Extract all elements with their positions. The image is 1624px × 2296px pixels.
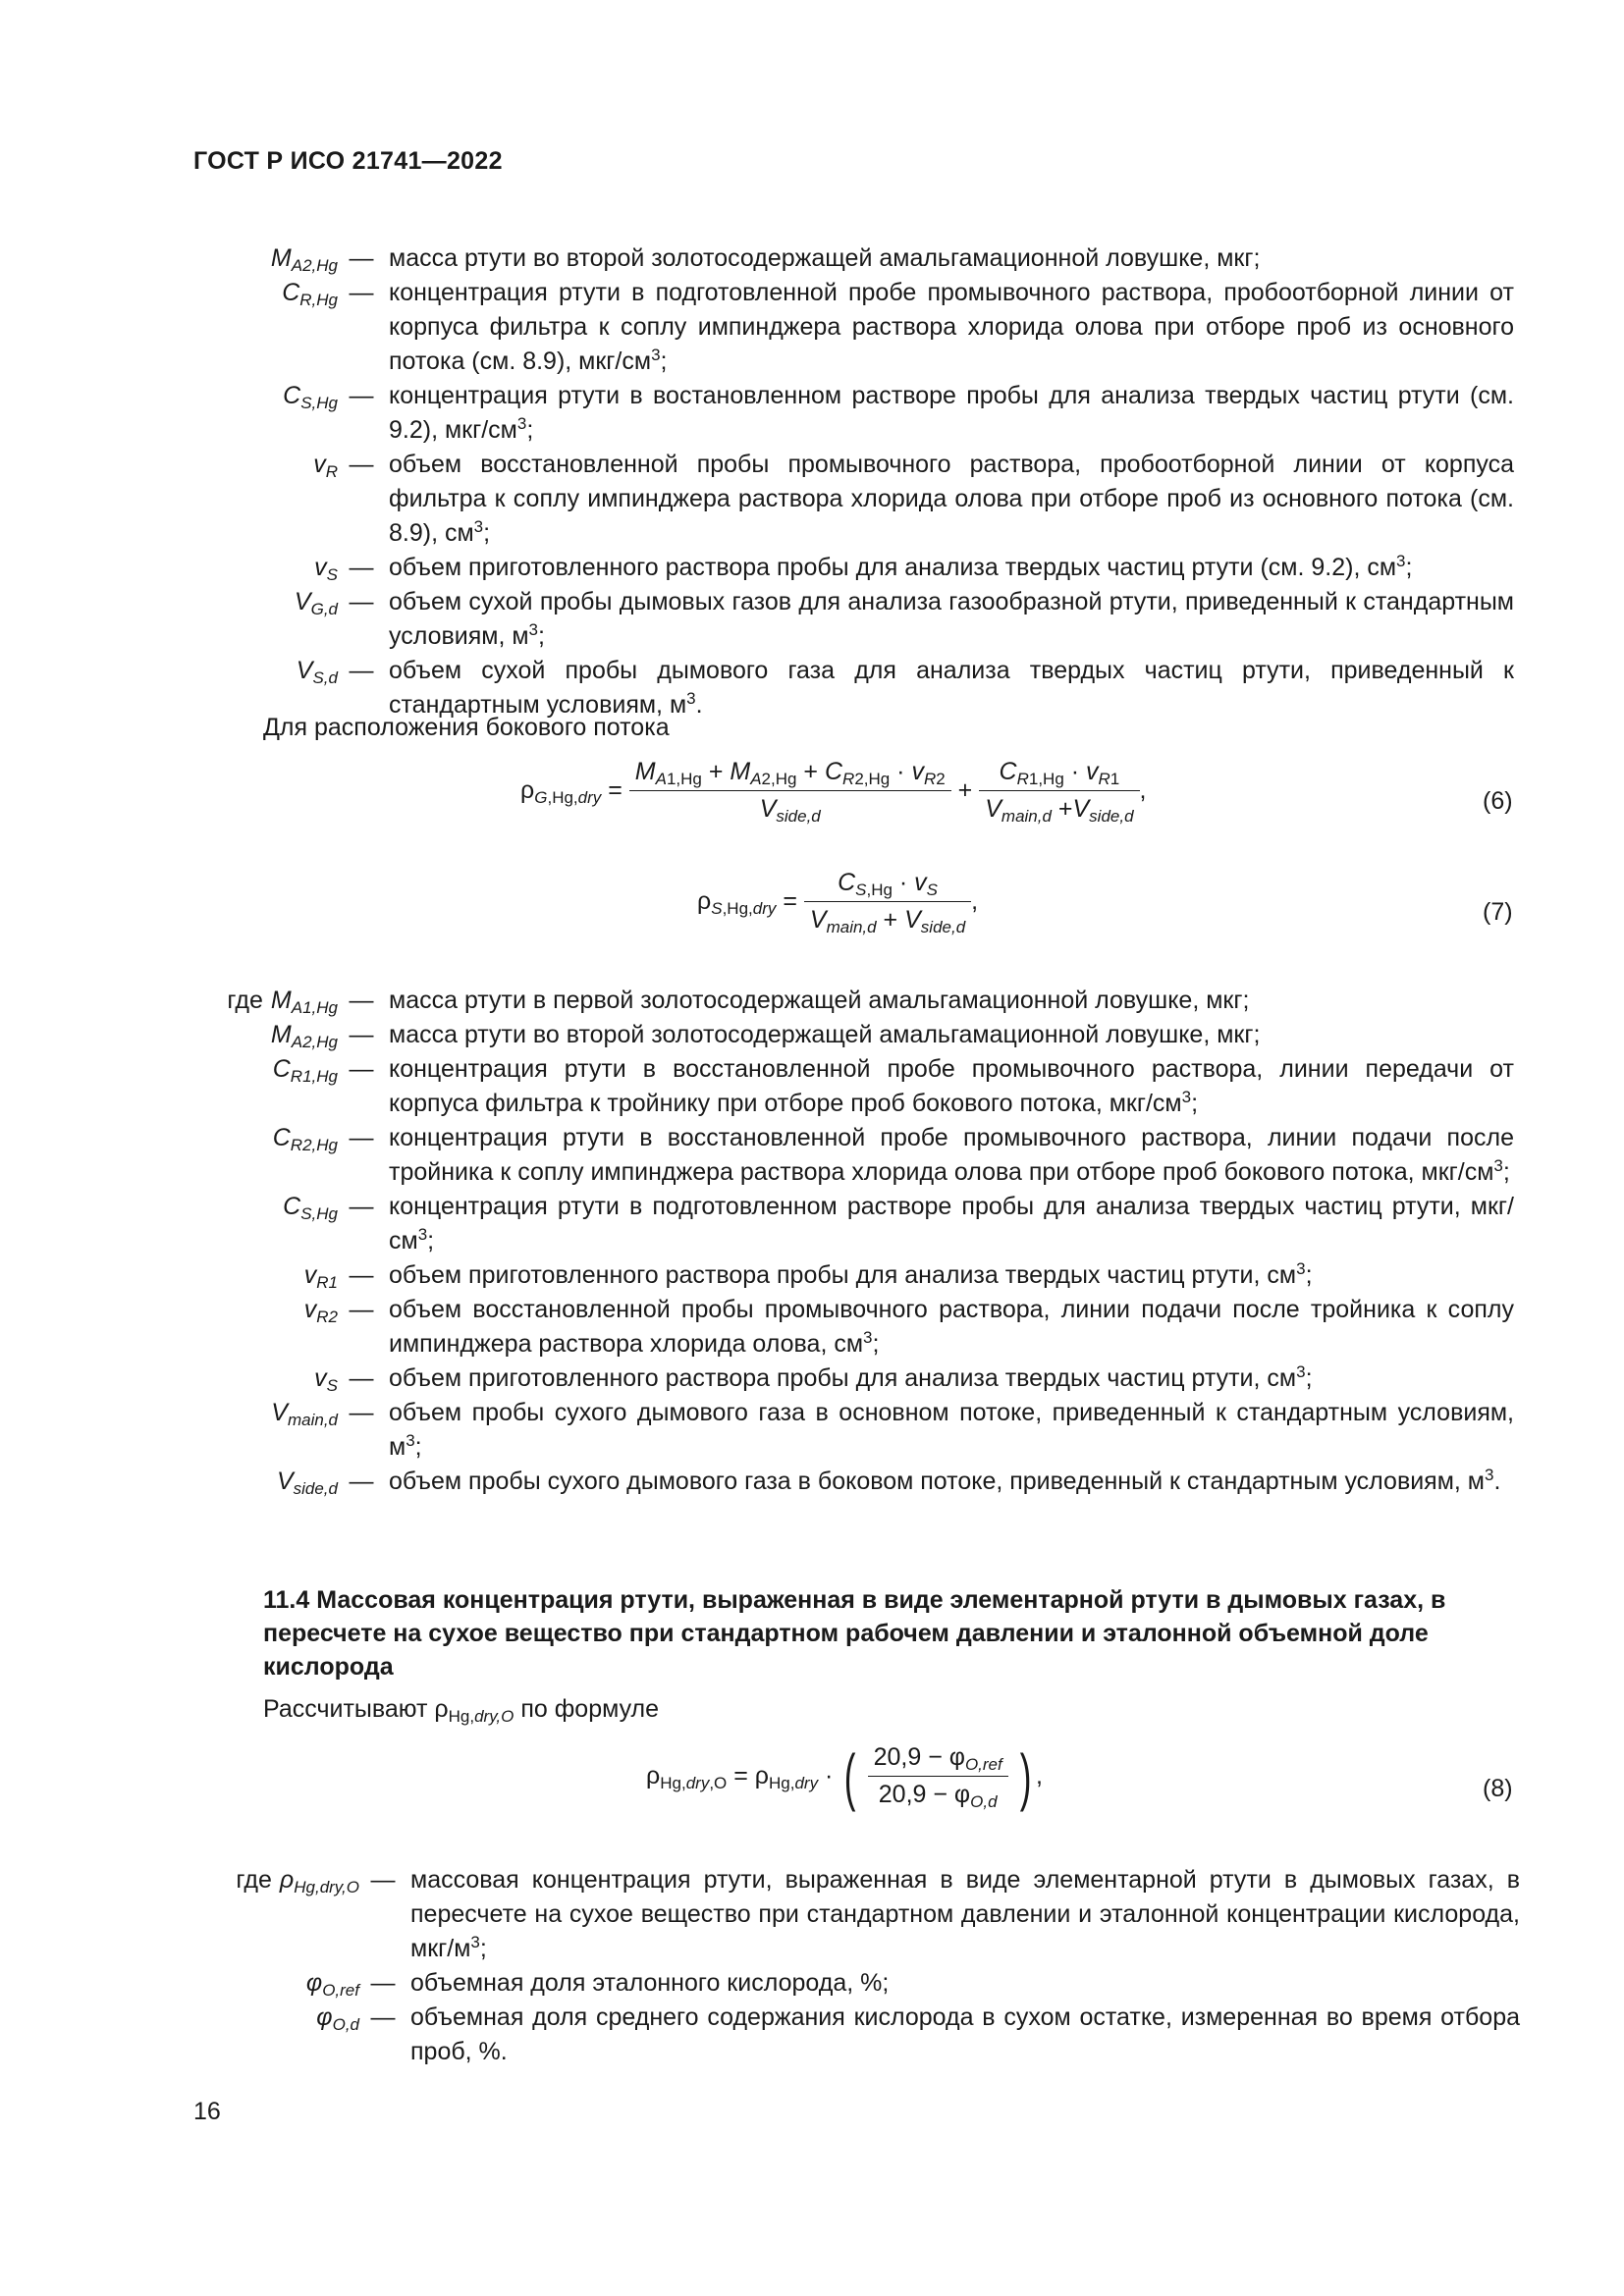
definition-row (0, 984, 1624, 1018)
definition-symbol (0, 1396, 344, 1430)
definition-text: концентрация ртути в подготовленной пробе промывочного раствора, пробоотборной линии от корпуса фильтра к соплу импинджера раствора хлорида олова при отборе проб из основного потока (см. 8.9), мкг/$см^3$; (389, 279, 1514, 375)
eq6-den2: $V_{main,d} +V_{side,d}$ (985, 795, 1134, 826)
symbol-text: $V_{main,d}$ (271, 1399, 338, 1429)
document-header: ГОСТ Р ИСО 21741—2022 (193, 147, 503, 175)
definition-symbol (0, 1190, 344, 1224)
definition-dash: — (349, 1193, 374, 1220)
definition-symbol (0, 276, 344, 310)
definition-text: масса ртути в первой золотосодержащей амальгамационной ловушке, мкг; (389, 987, 1250, 1014)
definition-text: масса ртути во второй золотосодержащей амальгамационной ловушке, мкг; (389, 1021, 1261, 1048)
definition-symbol (0, 984, 344, 1018)
definition-symbol (0, 1293, 344, 1327)
definition-dash: — (349, 987, 374, 1014)
symbol-text: $M_{A1,Hg}$ (270, 987, 338, 1017)
definition-row (0, 1863, 1624, 1966)
definition-symbol (0, 585, 344, 619)
equation-6-number: (6) (1483, 787, 1513, 815)
eq6-fraction-1 (629, 758, 951, 824)
eq6-num2: $C_{R1,Hg} \cdot v_{R1}$ (979, 758, 1139, 791)
definition-dash: — (349, 657, 374, 684)
definition-row (0, 1121, 1624, 1190)
eq8-tail: , (1036, 1762, 1043, 1789)
equation-6 (520, 758, 1147, 824)
section-intro: Рассчитывают $\rho_{Hg,dry,O}$ по формуле (263, 1695, 660, 1726)
eq6-fraction-2 (979, 758, 1139, 824)
definition-dash: — (349, 588, 374, 615)
definition-text: объемная доля среднего содержания кислорода в сухом остатке, измеренная во время отбора проб, %. (410, 2003, 1520, 2065)
definition-row (0, 1258, 1624, 1293)
definition-row (0, 276, 1624, 379)
symbol-text: $\rho_{Hg,dry,O}$ (279, 1866, 359, 1896)
definition-row (0, 1293, 1624, 1362)
definition-text: объем пробы сухого дымового газа в боковом потоке, приведенный к стандартным условиям, $м^3$. (389, 1466, 1501, 1495)
definition-text: объем сухой пробы дымового газа для анализа твердых частиц ртути, приведенный к стандартным условиям, $м^3$. (389, 657, 1514, 719)
eq6-plus: + (957, 776, 973, 804)
definition-symbol (0, 241, 344, 276)
definition-text: объем приготовленного раствора пробы для анализа твердых частиц ртути, $см^3$; (389, 1362, 1313, 1392)
symbol-text: $C_{R,Hg}$ (282, 279, 338, 309)
definition-symbol (0, 551, 344, 585)
eq7-tail: , (971, 887, 979, 915)
definition-text: объемная доля эталонного кислорода, %; (410, 1969, 890, 1997)
definition-row (0, 1465, 1624, 1499)
definition-symbol (0, 2001, 365, 2035)
definition-dash: — (370, 1866, 396, 1894)
side-flow-intro: Для расположения бокового потока (263, 714, 670, 741)
eq6-tail: , (1139, 776, 1147, 804)
definition-row (0, 241, 1624, 276)
definition-text: концентрация ртути в востановленном растворе пробы для анализа твердых частиц ртути (см. 9.2), мкг/$см^3$; (389, 382, 1514, 444)
definition-dash: — (349, 244, 374, 272)
definition-symbol (0, 654, 344, 688)
eq8-fraction (868, 1743, 1008, 1809)
definition-dash: — (370, 2003, 396, 2031)
definition-symbol (0, 1258, 344, 1293)
definition-row (0, 1190, 1624, 1258)
definition-dash: — (349, 1124, 374, 1151)
eq8-den: $20,9 - \varphi_{O,d}$ (878, 1781, 998, 1811)
definition-text: объем сухой пробы дымовых газов для анализа газообразной ртути, приведенный к стандартным условиям, $м^3$; (389, 588, 1514, 650)
symbol-text: $v_{R2}$ (303, 1296, 338, 1326)
symbol-text: $C_{S,Hg}$ (283, 382, 338, 412)
definition-row (0, 1052, 1624, 1121)
definition-row (0, 379, 1624, 448)
definition-dash: — (349, 1364, 374, 1392)
definition-text: объем приготовленного раствора пробы для анализа твердых частиц ртути, $см^3$; (389, 1259, 1313, 1289)
definition-dash: — (349, 1021, 374, 1048)
symbol-text: $V_{S,d}$ (296, 657, 338, 687)
equation-8 (646, 1740, 1043, 1812)
definition-row (0, 1966, 1624, 2001)
definition-text: массовая концентрация ртути, выраженная в виде элементарной ртути в дымовых газах, в пересчете на сухое вещество при стандартном давлении и эталонной концентрации кислорода, мкг/$м^3$; (410, 1866, 1520, 1962)
right-paren: ) (1019, 1740, 1032, 1812)
left-paren: ( (844, 1740, 856, 1812)
equation-7 (697, 869, 978, 934)
definition-text: концентрация ртути в восстановленной пробе промывочного раствора, линии передачи от корпуса фильтра к тройнику при отборе проб бокового потока, мкг/$см^3$; (389, 1055, 1514, 1117)
symbol-text: $C_{R1,Hg}$ (272, 1055, 338, 1086)
definition-dash: — (349, 1055, 374, 1083)
definition-symbol (0, 1121, 344, 1155)
definition-dash: — (349, 554, 374, 581)
eq6-num1: $M_{A1,Hg} + M_{A2,Hg} + C_{R2,Hg} \cdot v_{R2}$ (629, 758, 951, 791)
definition-dash: — (349, 382, 374, 409)
equation-7-number: (7) (1483, 898, 1513, 926)
definition-dash: — (349, 1468, 374, 1495)
definition-dash: — (349, 1399, 374, 1426)
equation-8-number: (8) (1483, 1775, 1513, 1802)
symbol-text: $C_{S,Hg}$ (283, 1193, 338, 1223)
section-heading-11-4: 11.4 Массовая концентрация ртути, выраженная в виде элементарной ртути в дымовых газах, в пересчете на сухое вещество при стандартном рабочем давлении и эталонной объемной доле кислорода (263, 1586, 1446, 1681)
eq7-fraction (804, 869, 971, 934)
definition-row (0, 654, 1624, 722)
definition-dash: — (349, 451, 374, 478)
definition-text: масса ртути во второй золотосодержащей амальгамационной ловушке, мкг; (389, 244, 1261, 272)
eq6-lhs: $\rho_{G,Hg,dry}$ = (520, 776, 623, 807)
eq7-lhs: $\rho_{S,Hg,dry}$ = (697, 887, 797, 918)
definition-row (0, 1362, 1624, 1396)
symbol-text: $V_{side,d}$ (276, 1468, 338, 1498)
page-number: 16 (193, 2098, 221, 2125)
eq8-lhs: $\rho_{Hg,dry,O} = \rho_{Hg,dry}$ · (646, 1762, 834, 1792)
definition-symbol (0, 448, 344, 482)
definition-symbol (0, 1863, 365, 1897)
definition-dash: — (370, 1969, 396, 1997)
definitions-list-3 (0, 1863, 1624, 2069)
definition-text: концентрация ртути в подготовленном растворе пробы для анализа твердых частиц ртути, мкг/$см^3$; (389, 1193, 1514, 1255)
symbol-text: $v_S$ (314, 1364, 338, 1395)
definition-text: объем восстановленной пробы промывочного раствора, линии подачи после тройника к соплу импинджера раствора хлорида олова, $см^3$; (389, 1296, 1514, 1358)
definition-symbol (0, 1465, 344, 1499)
definition-dash: — (349, 1296, 374, 1323)
definition-dash: — (349, 1261, 374, 1289)
definitions-list-1 (0, 241, 1624, 722)
symbol-text: $V_{G,d}$ (294, 588, 338, 618)
symbol-text: $C_{R2,Hg}$ (272, 1124, 338, 1154)
symbol-text: $M_{A2,Hg}$ (270, 1021, 338, 1051)
where-label: где (227, 987, 263, 1014)
symbol-text: $M_{A2,Hg}$ (270, 244, 338, 275)
definition-text: концентрация ртути в восстановленной пробе промывочного раствора, линии подачи после тройника к соплу импинджера раствора хлорида олова при отборе проб бокового потока, мкг/$см^3$; (389, 1124, 1514, 1186)
definitions-list-2 (0, 984, 1624, 1499)
symbol-text: $v_R$ (313, 451, 338, 481)
eq7-den: $V_{main,d} + V_{side,d}$ (809, 906, 966, 936)
definition-text: объем пробы сухого дымового газа в основном потоке, приведенный к стандартным условиям, $м^3$; (389, 1399, 1514, 1461)
definition-symbol (0, 1966, 365, 2001)
definition-row (0, 448, 1624, 551)
where-label: где (236, 1866, 272, 1894)
eq6-den1: $V_{side,d}$ (759, 795, 821, 826)
definition-row (0, 551, 1624, 585)
definition-row (0, 1396, 1624, 1465)
definition-symbol (0, 1052, 344, 1087)
eq7-num: $C_{S,Hg} \cdot v_S$ (804, 869, 971, 902)
definition-text: объем приготовленного раствора пробы для анализа твердых частиц ртути (см. 9.2), $см^3$; (389, 552, 1413, 581)
definition-row (0, 2001, 1624, 2069)
definition-row (0, 1018, 1624, 1052)
definition-row (0, 585, 1624, 654)
definition-dash: — (349, 279, 374, 306)
definition-symbol (0, 379, 344, 413)
symbol-text: $v_S$ (314, 554, 338, 584)
definition-text: объем восстановленной пробы промывочного раствора, пробоотборной линии от корпуса фильтра к соплу импинджера раствора хлорида олова при отборе проб из основного потока (см. 8.9), $см^3$; (389, 451, 1514, 547)
definition-symbol (0, 1018, 344, 1052)
eq8-num: $20,9 - \varphi_{O,ref}$ (868, 1743, 1008, 1777)
definition-symbol (0, 1362, 344, 1396)
symbol-text: $v_{R1}$ (303, 1261, 338, 1292)
symbol-text: $\varphi_{O,ref}$ (305, 1969, 359, 2000)
symbol-text: $\varphi_{O,d}$ (316, 2003, 359, 2034)
